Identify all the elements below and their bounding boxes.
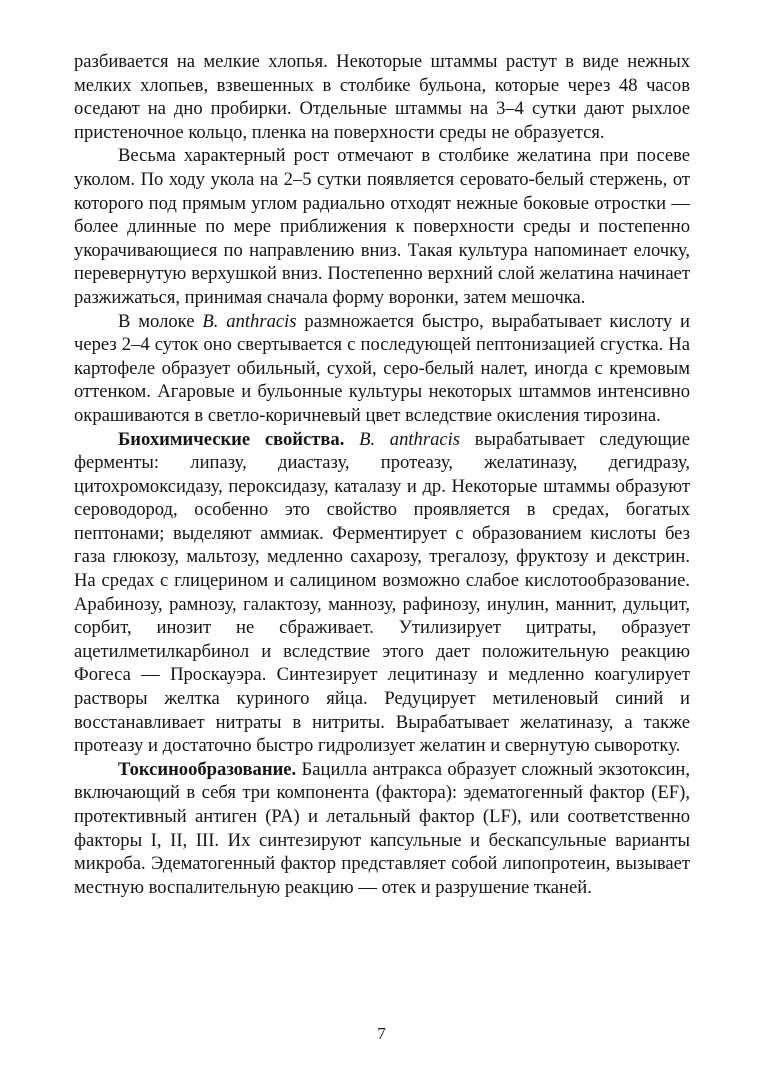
paragraph-text: вырабатывает следующие ферменты: липазу, диастазу, протеазу, желатиназу, дегидразу, цитохромоксидазу, пероксидазу, каталазу и др. Некоторые штаммы образуют сероводород, особенно это свойство проявляется в средах, богатых пептонами; выделяют аммиак. Ферментирует с образованием кислоты без газа глюкозу, мальтозу, медленно сахарозу, трегалозу, фруктозу и декстрин. На средах с глицерином и салицином возможно слабое кислотообразование. Арабинозу, рамнозу, галактозу, маннозу, рафинозу, инулин, маннит, дульцит, сорбит, инозит не сбраживает. Утилизирует цитраты, образует ацетилметилкарбинол и вследствие этого дает положительную реакцию Фогеса — Проскауэра. Синтезирует лецитиназу и медленно коагулирует растворы желтка куриного яйца. Редуцирует метиленовый синий и восстанавливает нитраты в нитриты. Вырабатывает желатиназу, а также протеазу и достаточно быстро гидролизует желатин и свернутую сыворотку. (74, 428, 690, 757)
paragraph-milk-growth (74, 310, 690, 428)
paragraph-text: разбивается на мелкие хлопья. Некоторые штаммы растут в виде нежных мелких хлопьев, взвешенных в столбике бульона, которые через 48 часов оседают на дно пробирки. Отдельные штаммы на 3–4 сутки дают рыхлое пристеночное кольцо, пленка на поверхности среды не образуется. (74, 51, 690, 143)
paragraph-text: Бацилла антракса образует сложный экзотоксин, включающий в себя три компонента (фактора): эдематогенный фактор (EF), протективный антиген (PA) и летальный фактор (LF), или соответственно факторы I, II, III. Их синтезируют капсульные и бескапсульные варианты микроба. Эдематогенный фактор представляет собой липопротеин, вызывает местную воспалительную реакцию — отек и разрушение тканей. (74, 758, 690, 898)
paragraph-lead-text: В молоке (118, 310, 203, 332)
organism-name: B. anthracis (359, 428, 461, 450)
paragraph-toxin-formation (74, 758, 690, 900)
page-number: 7 (377, 1024, 386, 1043)
organism-name: B. anthracis (202, 310, 297, 332)
paragraph-text: размножается быстро, вырабатывает кислоту и через 2–4 суток оно свертывается с последующей пептонизацией сгустка. На картофеле образует обильный, сухой, серо-белый налет, иногда с кремовым оттенком. Агаровые и бульонные культуры некоторых штаммов интенсивно окрашиваются в светло-коричневый цвет вследствие окисления тирозина. (74, 310, 690, 426)
paragraph-biochemical-properties (74, 428, 690, 758)
section-heading: Токсинообразование. (118, 758, 297, 780)
paragraph-gelatin-growth (74, 144, 690, 309)
paragraph-text: Весьма характерный рост отмечают в столбике желатина при посеве уколом. По ходу укола на 2–5 сутки появляется серовато-белый стержень, от которого под прямым углом радиально отходят нежные боковые отростки — более длинные по мере приближения к поверхности среды и постепенно укорачивающиеся по направлению вниз. Такая культура напоминает елочку, перевернутую верхушкой вниз. Постепенно верхний слой желатина начинает разжижаться, принимая сначала форму воронки, затем мешочка. (74, 145, 690, 308)
page-body (74, 50, 690, 899)
paragraph-broth-growth (74, 50, 690, 144)
section-heading: Биохимические свойства. (118, 428, 345, 450)
